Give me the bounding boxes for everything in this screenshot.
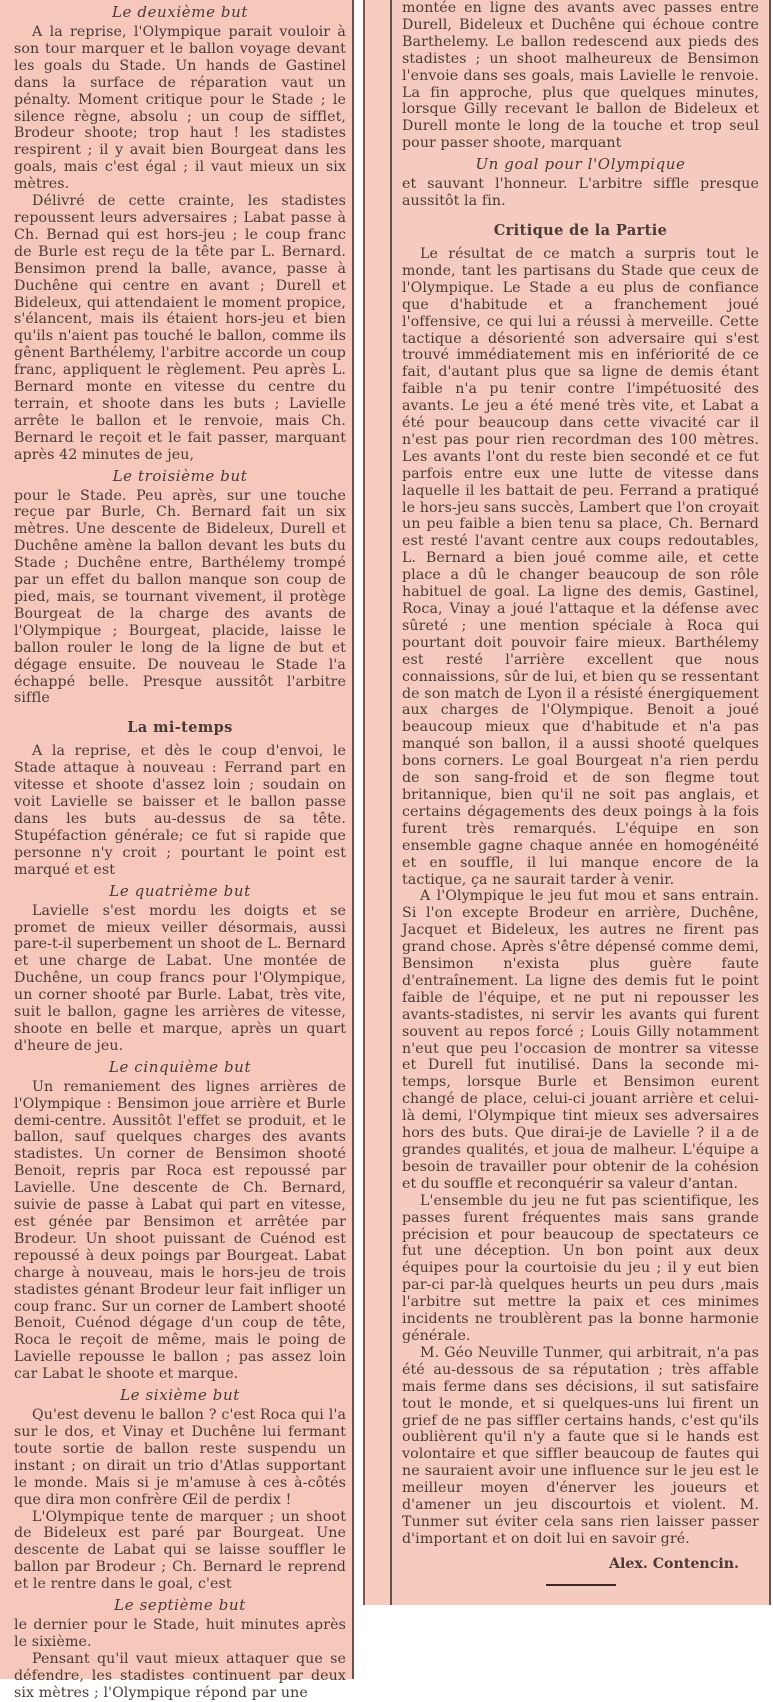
author-signature: Alex. Contencin. (608, 1555, 739, 1572)
section-subheading: Le sixième but (120, 1386, 240, 1405)
section-subheading: Le troisième but (112, 466, 248, 485)
paragraph: L'ensemble du jeu ne fut pas scientifique, les passes furent fréquentes mais sans grande précision et pour beaucoup de spectateurs ce fut une déception. Un bon point aux deux équipes pour la courtoisie du jeu ; il y eut bien par-ci par-là quelques heurts un peu durs ,mais l'arbitre sut mettre la paix et ces minimes incidents ne troublèrent pas la bonne harmonie générale. (402, 1192, 759, 1344)
column-rule (352, 0, 354, 1679)
section-subheading: Un goal pour l'Olympique (475, 155, 686, 174)
paragraph: Un remaniement des lignes arrières de l'Olympique : Bensimon joue arrière et Burle demi-centre. Aussitôt l'effet se produit, et le ballon, sauf quelques charges des avants stadistes. Un corner de Bensimon shooté Benoit, repris par Roca est repoussé par Lavielle. Une descente de Ch. Bernard, suivie de passe à Labat qui part en vitesse, est génée par Bensimon et arrêtée par Brodeur. Un shoot puissant de Cuénod est repoussé à deux poings par Bourgeat. Labat charge à nouveau, mais le hors-jeu de trois stadistes génant Brodeur leur fait infliger un coup franc. Sur un corner de Lambert shooté Benoit, Cuénod dégage d'un coup de tête, Roca le reçoit de même, mais le poing de Lavielle repousse le ballon ; pas assez loin car Labat le shoote et marque. (14, 1078, 346, 1383)
paragraph: A l'Olympique le jeu fut mou et sans entrain. Si l'on excepte Brodeur en arrière, Duchêne, Jacquet et Bideleux, les autres ne firent pas grand chose. Après s'être dépensé comme demi, Bensimon n'exista plus guère faute d'entraînement. La ligne des demis fut le point faible de l'équipe, et ne put ni repousser les avants-stadistes, ni servir les avants qui furent souvent au repos forcé ; Louis Gilly notamment n'eut que peu l'occasion de montrer sa vitesse et Durell fut inutilisé. Dans la seconde mi-temps, lorsque Burle et Bensimon eurent changé de place, celui-ci jouant arrière et celui-là demi, l'Olympique tint mieux ses adversaires hors des buts. Que dirai-je de Lavielle ? il a de grandes qualités, et joua de malheur. L'équipe a besoin de travailler pour obtenir de la cohésion et du souffle et reconquérir sa valeur d'antan. (402, 888, 759, 1192)
paragraph: M. Géo Neuville Tunmer, qui arbitrait, n'a pas été au-dessous de sa réputation ; très affable mais ferme dans ses décisions, il sut satisfaire tout le monde, et si quelques-uns lui firent un grief de ne pas siffler certains hands, c'est qu'ils oublièrent qu'il n'y a faute que si le hands est volontaire et que siffler beaucoup de fautes qui ne sauraient avoir une influence sur le jeu est le meilleur moyen d'énerver les joueurs et d'amener un jeu discourtois et violent. M. Tunmer sut éviter cela sans rien laisser passer d'important et on doit lui en savoir gré. (402, 1344, 759, 1547)
paragraph: pour le Stade. Peu après, sur une touche reçue par Burle, Ch. Bernard fait un six mètres. Une descente de Bideleux, Durell et Duchêne amène la ballon devant les buts du Stade ; Duchêne entre, Barthélemy trompé par un effet du ballon manque son coup de pied, mais, se tournant vivement, il protège Bourgeat de la charge des avants de l'Olympique ; Bourgeat, placide, laisse le ballon rouler le long de la ligne de but et dégage ensuite. De nouveau le Stade l'a échappé belle. Presque aussitôt l'arbitre siffle (14, 487, 346, 707)
paragraph: le dernier pour le Stade, huit minutes après le sixième. (14, 1617, 346, 1650)
right-column (390, 0, 771, 1605)
paragraph: et sauvant l'honneur. L'arbitre siffle presque aussitôt la fin. (402, 176, 759, 210)
paragraph: Lavielle s'est mordu les doigts et se promet de mieux veiller désormais, aussi pare-t-il superbement un shoot de L. Bernard et une charge de Labat. Une montée de Duchêne, un coup francs pour l'Olympique, un corner shooté par Burle. Labat, très vite, suit le ballon, gagne les arrières de vitesse, shoote en belle et marque, après un quart d'heure de jeu. (14, 902, 346, 1054)
paragraph: Qu'est devenu le ballon ? c'est Roca qui l'a sur le dos, et Vinay et Duchêne lui fermant toute sortie de ballon reste suspendu un instant ; on dirait un trio d'Atlas supportant le monde. Mais si je m'amuse à ces à-côtés que dira mon confrère Œil de perdix ! (14, 1407, 346, 1508)
paragraph: A la reprise, l'Olympique parait vouloir à son tour marquer et le ballon voyage devant les goals du Stade. Un hands de Gastinel dans la surface de réparation vaut un pénalty. Moment critique pour le Stade ; le silence règne, absolu ; un coup de sifflet, Brodeur shoote; trop haut ! les stadistes respirent ; il y avait bien Bourgeat dans les goals, mais c'est égal ; il vaut mieux un six mètres. (14, 24, 346, 193)
paragraph: Pensant qu'il vaut mieux attaquer que se défendre, les stadistes continuent par deux six mètres ; l'Olympique répond par une (14, 1650, 346, 1701)
paragraph: Le résultat de ce match a surpris tout le monde, tant les partisans du Stade que ceux de l'Olympique. Le Stade a eu plus de confiance que d'habitude et a franchement joué l'offensive, ce qui lui a réussi à merveille. Cette tactique a désorienté son adversaire qui s'est trouvé immédiatement mis en infériorité de ce fait, d'autant plus que sa ligne de demis étant faible n'a pu tenir contre l'impétuosité des avants. Le jeu a été mené très vite, et Labat a été pour beaucoup dans cette vivacité car il n'est pas pour rien recordman des 100 mètres. Les avants l'ont du reste bien secondé et ce fut parfois entre eux une lutte de vitesse dans laquelle il les battait de peu. Ferrand a pratiqué le hors-jeu sans succès, Lambert que l'on croyait un peu faible a bien tenu sa place, Ch. Bernard est resté l'avant centre aux coups redoutables, L. Bernard a bien joué comme aile, et cette place a dû le changer beaucoup de son rôle habituel de goal. La ligne des demis, Gastinel, Roca, Vinay a joué l'attaque et la défense avec sûreté ; une mention spéciale à Roca qui pourtant doit pouvoir faire mieux. Barthélemy est resté l'arrière excellent que nous connaissions, sûr de lui, et bien qu se ressentant de son match de Lyon il a résisté énergiquement aux charges de l'Olympique. Benoit a joué beaucoup mieux que d'habitude et n'a pas manqué son ballon, il a aussi shooté quelques bons corners. Le goal Bourgeat n'a rien perdu de son sang-froid et de son flegme tout britannique, bien qu'il ne soit pas anglais, et certains dégagements des deux poings à la fois furent très remarqués. L'équipe en son ensemble gagne chaque année en homogénéité et en souffle, il lui manque encore de la tactique, ça ne saurait tarder à venir. (402, 245, 759, 888)
end-rule (546, 1584, 616, 1586)
section-heading: La mi-temps (127, 719, 233, 737)
section-heading: Critique de la Partie (493, 221, 668, 239)
section-subheading: Le quatrième but (109, 881, 251, 900)
paragraph: montée en ligne des avants avec passes entre Durell, Bideleux et Duchêne qui échoue contre Barthelemy. Le ballon redescend aux pieds des stadistes ; un shoot malheureux de Bensimon l'envoie dans ses goals, mais Lavielle le renvoie. La fin approche, plus que quelques minutes, lorsque Gilly recevant le ballon de Bideleux et Durell monte le long de la touche et trop seul pour passer shoote, marquant (402, 0, 759, 152)
left-column (0, 0, 352, 1701)
section-subheading: Le deuxième but (111, 3, 249, 21)
section-subheading: Le cinquième but (108, 1057, 252, 1076)
paragraph: L'Olympique tente de marquer ; un shoot de Bideleux est paré par Bourgeat. Une descente de Labat qui se laisse souffler le ballon par Brodeur ; Ch. Bernard le reprend et le rentre dans le goal, c'est (14, 1508, 346, 1593)
section-subheading: Le septième but (114, 1596, 246, 1615)
paragraph: Délivré de cette crainte, les stadistes repoussent leurs adversaires ; Labat passe à Ch. Bernad qui est hors-jeu ; le coup franc de Burle est reçu de la tête par L. Bernard. Bensimon prend la balle, avance, passe à Duchêne qui centre en avant ; Durell et Bideleux, qui attendaient le moment propice, s'élancent, mais ils étaient hors-jeu et bien qu'ils n'aient pas touché le ballon, comme ils gênent Barthélemy, l'arbitre accorde un coup franc, appliquent le règlement. Peu après L. Bernard monte en vitesse du centre du terrain, et shoote dans les buts ; Lavielle arrête le ballon et le renvoie, mais Ch. Bernard le reçoit et le fait passer, marquant après 42 minutes de jeu, (14, 193, 346, 463)
gutter-clipping-edge (363, 0, 392, 1605)
paragraph: A la reprise, et dès le coup d'envoi, le Stade attaque à nouveau : Ferrand part en vitesse et shoote d'assez loin ; soudain on voit Lavielle se baisser et le ballon passe dans les buts au-dessus de sa tête. Stupéfaction générale; ce fut si rapide que personne n'y croit ; pourtant le point est marqué et est (14, 743, 346, 878)
